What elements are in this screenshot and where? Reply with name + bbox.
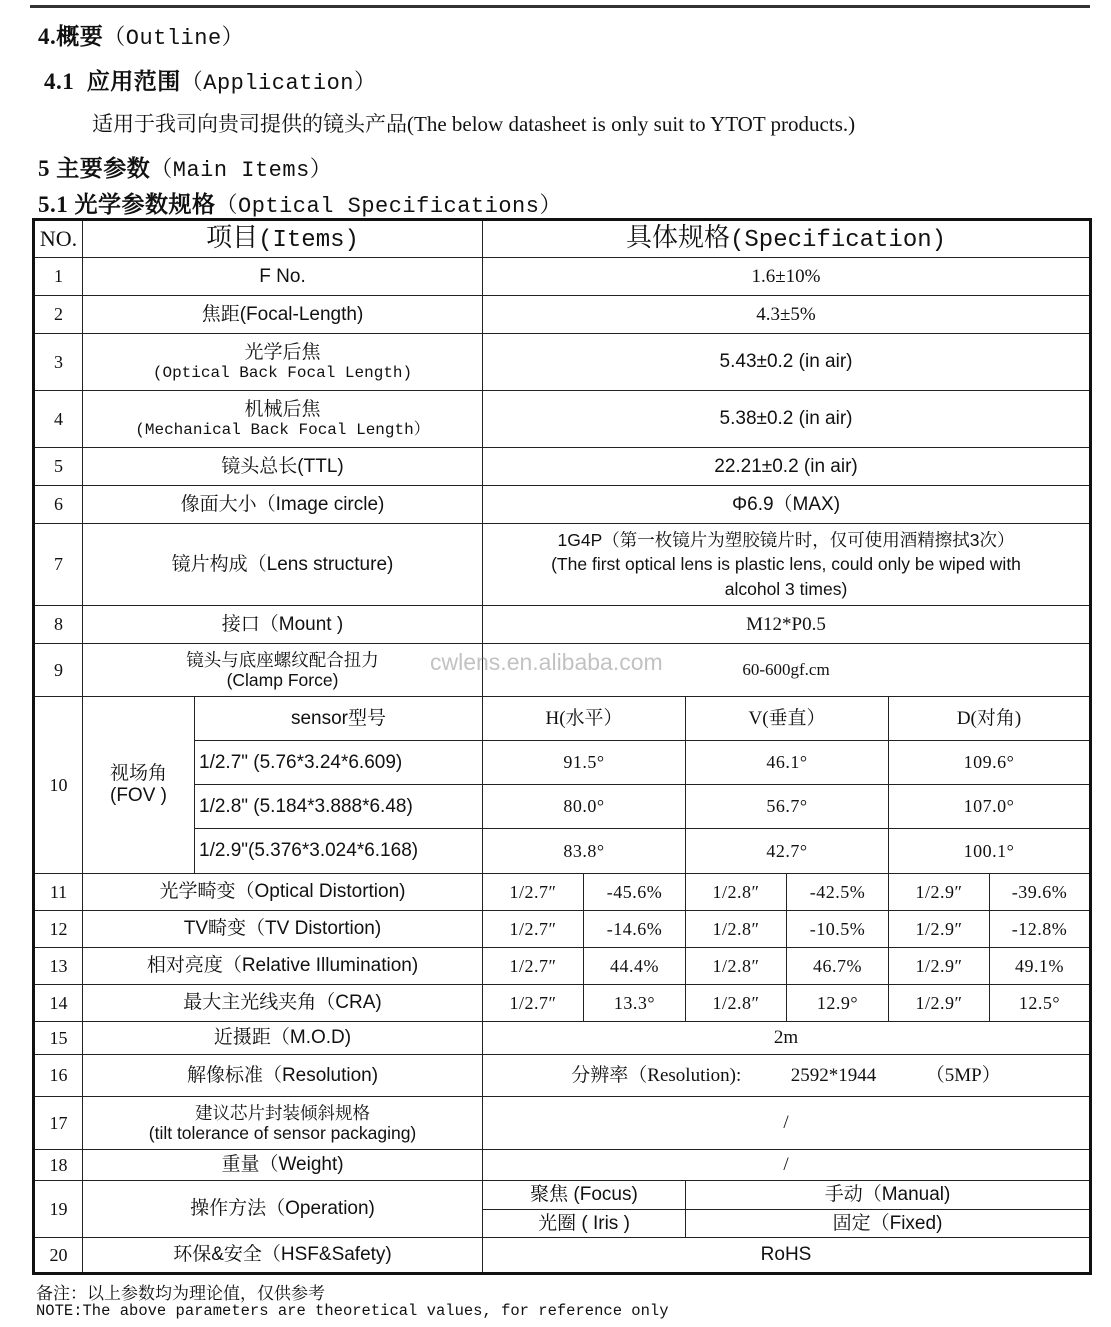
fov-h-value: 91.5° xyxy=(483,741,686,785)
item-label: 最大主光线夹角（CRA) xyxy=(83,985,483,1022)
row-number: 12 xyxy=(34,911,83,948)
table-row xyxy=(34,644,1091,697)
section-title-cn: 应用范围 xyxy=(86,69,181,94)
fov-h-value: 80.0° xyxy=(483,785,686,829)
table-row xyxy=(34,1097,1091,1150)
row-number: 19 xyxy=(34,1181,83,1238)
optical-spec-table xyxy=(32,218,1092,1275)
header-items: 项目(Items) xyxy=(83,220,483,258)
item-label: 解像标准（Resolution) xyxy=(83,1055,483,1097)
focus-label: 聚焦 (Focus) xyxy=(483,1181,686,1210)
cra-value: 12.5° xyxy=(990,985,1091,1022)
item-label: 重量（Weight) xyxy=(83,1150,483,1181)
watermark: cwlens.en.alibaba.com xyxy=(430,649,663,675)
fov-label-en: (FOV ) xyxy=(110,785,167,806)
sensor-size: 1/2.9″ xyxy=(889,985,990,1022)
spec-value: Φ6.9（MAX) xyxy=(483,486,1091,524)
spec-value: / xyxy=(483,1150,1091,1181)
row-number: 2 xyxy=(34,296,83,334)
fov-d-value: 100.1° xyxy=(889,829,1091,874)
item-label: 相对亮度（Relative Illumination) xyxy=(83,948,483,985)
sensor-size: 1/2.8″ xyxy=(686,948,787,985)
spec-value xyxy=(483,1055,1091,1097)
item-label xyxy=(83,644,483,697)
item-label: TV畸变（TV Distortion) xyxy=(83,911,483,948)
cra-value: 13.3° xyxy=(584,985,686,1022)
fov-d-header: D(对角) xyxy=(889,697,1091,741)
item-label-en: (Optical Back Focal Length) xyxy=(152,363,413,382)
row-number: 5 xyxy=(34,448,83,486)
sensor-size: 1/2.8″ xyxy=(686,911,787,948)
table-row xyxy=(34,1022,1091,1055)
item-label-cn: 光学后焦 xyxy=(244,341,321,363)
distortion-value: -45.6% xyxy=(584,874,686,911)
row-number: 4 xyxy=(34,391,83,448)
sensor-size: 1/2.7″ xyxy=(483,948,584,985)
table-row xyxy=(34,985,1091,1022)
spec-value: 4.3±5% xyxy=(483,296,1091,334)
note-en: NOTE:The above parameters are theoretical values, for reference only xyxy=(36,1302,669,1320)
table-row xyxy=(34,258,1091,296)
table-row xyxy=(34,911,1091,948)
item-label xyxy=(83,391,483,448)
fov-h-value: 83.8° xyxy=(483,829,686,874)
table-row xyxy=(34,1055,1091,1097)
table-row xyxy=(34,874,1091,911)
row-number: 17 xyxy=(34,1097,83,1150)
section-title-cn: 光学参数规格 xyxy=(74,192,216,217)
row-number: 13 xyxy=(34,948,83,985)
tv-distortion-value: -12.8% xyxy=(990,911,1091,948)
row-number: 6 xyxy=(34,486,83,524)
section-title-en: （Optical Specifications） xyxy=(215,194,562,219)
sensor-size: 1/2.7″ xyxy=(483,985,584,1022)
table-row xyxy=(34,606,1091,644)
section-number: 4.1 xyxy=(44,69,75,94)
spec-value: RoHS xyxy=(483,1238,1091,1274)
spec-value: 22.21±0.2 (in air) xyxy=(483,448,1091,486)
spec-value xyxy=(483,524,1091,606)
header-row xyxy=(34,220,1091,258)
table-row xyxy=(34,1238,1091,1274)
item-label-en: (tilt tolerance of sensor packaging) xyxy=(148,1123,417,1143)
item-label: 像面大小（Image circle) xyxy=(83,486,483,524)
fov-v-value: 46.1° xyxy=(686,741,889,785)
fov-v-value: 56.7° xyxy=(686,785,889,829)
lens-structure-line: 1G4P（第一枚镜片为塑胶镜片时，仅可使用酒精擦拭3次） xyxy=(557,529,1015,550)
sensor-size: 1/2.9″ xyxy=(889,911,990,948)
fov-v-value: 42.7° xyxy=(686,829,889,874)
table-row xyxy=(34,1181,1091,1210)
row-number: 11 xyxy=(34,874,83,911)
table-row xyxy=(34,296,1091,334)
fov-label-cn: 视场角 xyxy=(109,763,167,785)
table-row xyxy=(34,524,1091,606)
item-label-en: (Clamp Force) xyxy=(226,670,339,690)
item-label-cn: 机械后焦 xyxy=(244,398,321,420)
section-number: 5 xyxy=(38,156,50,181)
section-4-1-heading xyxy=(44,63,376,96)
illumination-value: 49.1% xyxy=(990,948,1091,985)
application-text: 适用于我司向贵司提供的镜头产品(The below datasheet is only suit to YTOT products.) xyxy=(92,112,856,136)
resolution-megapixels: （5MP） xyxy=(925,1064,1001,1086)
row-number: 8 xyxy=(34,606,83,644)
table-row xyxy=(34,486,1091,524)
sensor-size: 1/2.9″ xyxy=(889,874,990,911)
table-row xyxy=(34,1150,1091,1181)
item-label: 近摄距（M.O.D) xyxy=(83,1022,483,1055)
cra-value: 12.9° xyxy=(787,985,889,1022)
row-number: 15 xyxy=(34,1022,83,1055)
note-cn: 备注：以上参数均为理论值，仅供参考 xyxy=(36,1284,325,1303)
item-label: 操作方法（Operation) xyxy=(83,1181,483,1238)
spec-value: 5.43±0.2 (in air) xyxy=(483,334,1091,391)
resolution-value: 2592*1944 xyxy=(790,1064,877,1086)
fov-d-value: 109.6° xyxy=(889,741,1091,785)
top-rule xyxy=(30,5,1090,8)
item-label: 环保&安全（HSF&Safety) xyxy=(83,1238,483,1274)
fov-header-row xyxy=(34,697,1091,741)
sensor-size: 1/2.7″ xyxy=(483,874,584,911)
spec-value: 5.38±0.2 (in air) xyxy=(483,391,1091,448)
item-label: 光学畸变（Optical Distortion) xyxy=(83,874,483,911)
iris-label: 光圈 ( Iris ) xyxy=(483,1210,686,1238)
sensor-size: 1/2.7″ xyxy=(483,911,584,948)
item-label: 镜片构成（Lens structure) xyxy=(83,524,483,606)
table-row xyxy=(34,448,1091,486)
distortion-value: -39.6% xyxy=(990,874,1091,911)
iris-mode: 固定（Fixed) xyxy=(686,1210,1091,1238)
header-specification: 具体规格(Specification) xyxy=(483,220,1091,258)
item-label: 接口（Mount ) xyxy=(83,606,483,644)
illumination-value: 46.7% xyxy=(787,948,889,985)
row-number: 1 xyxy=(34,258,83,296)
item-label: 镜头总长(TTL) xyxy=(83,448,483,486)
sensor-model-header: sensor型号 xyxy=(195,697,483,741)
fov-v-header: V(垂直） xyxy=(686,697,889,741)
row-number: 14 xyxy=(34,985,83,1022)
item-label: F No. xyxy=(83,258,483,296)
resolution-label: 分辨率（Resolution): xyxy=(571,1064,742,1086)
sensor-model: 1/2.7" (5.76*3.24*6.609) xyxy=(195,741,483,785)
spec-value: 1.6±10% xyxy=(483,258,1091,296)
section-title-en: （Main Items） xyxy=(150,158,333,183)
fov-d-value: 107.0° xyxy=(889,785,1091,829)
row-number: 10 xyxy=(34,697,83,874)
section-5-heading xyxy=(38,150,332,183)
item-label xyxy=(83,334,483,391)
item-label: 焦距(Focal-Length) xyxy=(83,296,483,334)
row-number: 20 xyxy=(34,1238,83,1274)
spec-value: / xyxy=(483,1097,1091,1150)
table-row xyxy=(34,948,1091,985)
section-number: 5.1 xyxy=(38,192,69,217)
spec-value: 2m xyxy=(483,1022,1091,1055)
section-4-heading xyxy=(38,18,244,51)
illumination-value: 44.4% xyxy=(584,948,686,985)
section-title-en: （Application） xyxy=(180,71,377,96)
section-5-1-heading xyxy=(38,186,562,219)
section-title-cn: 概要 xyxy=(56,24,104,49)
section-title-cn: 主要参数 xyxy=(56,156,151,181)
sensor-size: 1/2.8″ xyxy=(686,874,787,911)
section-number: 4. xyxy=(38,24,57,49)
distortion-value: -42.5% xyxy=(787,874,889,911)
sensor-model: 1/2.9"(5.376*3.024*6.168) xyxy=(195,829,483,874)
item-label-cn: 建议芯片封装倾斜规格 xyxy=(195,1102,370,1123)
header-no: NO. xyxy=(34,220,83,258)
focus-mode: 手动（Manual) xyxy=(686,1181,1091,1210)
spec-value: M12*P0.5 xyxy=(483,606,1091,644)
sensor-size: 1/2.8″ xyxy=(686,985,787,1022)
row-number: 18 xyxy=(34,1150,83,1181)
row-number: 7 xyxy=(34,524,83,606)
item-label-cn: 镜头与底座螺纹配合扭力 xyxy=(186,649,379,670)
row-number: 3 xyxy=(34,334,83,391)
fov-h-header: H(水平） xyxy=(483,697,686,741)
row-number: 9 xyxy=(34,644,83,697)
item-label xyxy=(83,1097,483,1150)
tv-distortion-value: -14.6% xyxy=(584,911,686,948)
section-title-en: （Outline） xyxy=(103,26,245,51)
table-row xyxy=(34,391,1091,448)
table-row xyxy=(34,334,1091,391)
tv-distortion-value: -10.5% xyxy=(787,911,889,948)
item-label-en: (Mechanical Back Focal Length） xyxy=(135,420,430,439)
lens-structure-line: alcohol 3 times) xyxy=(724,578,848,599)
sensor-model: 1/2.8" (5.184*3.888*6.48) xyxy=(195,785,483,829)
sensor-size: 1/2.9″ xyxy=(889,948,990,985)
fov-label xyxy=(83,697,195,874)
row-number: 16 xyxy=(34,1055,83,1097)
spec-value: 60-600gf.cm xyxy=(483,644,1091,697)
lens-structure-line: (The first optical lens is plastic lens, could only be wiped with xyxy=(551,554,1021,575)
